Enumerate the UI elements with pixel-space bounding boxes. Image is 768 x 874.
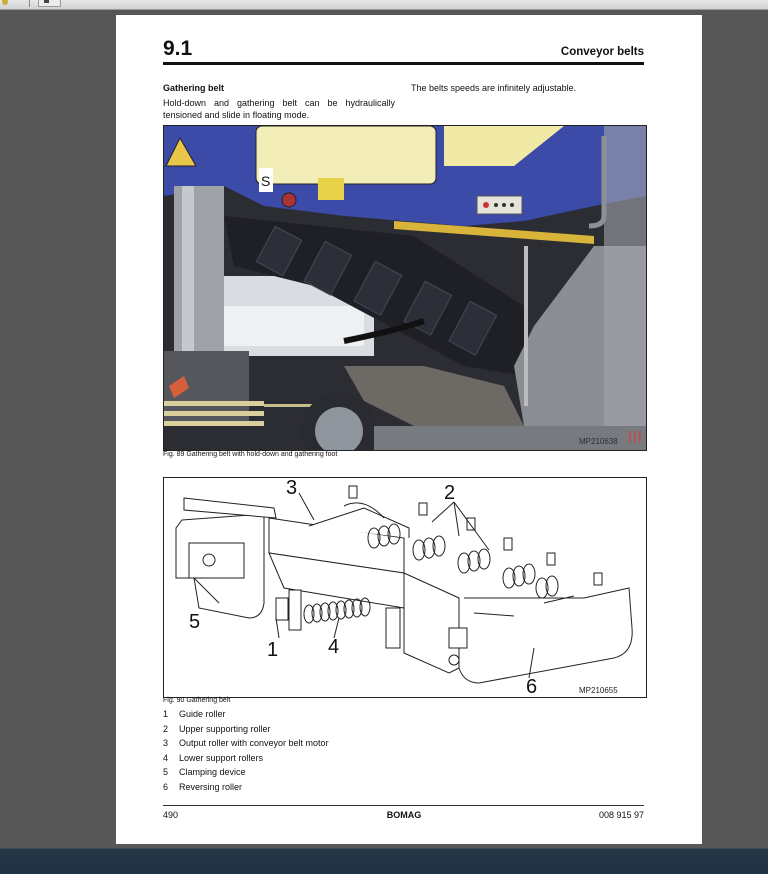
legend-item: 4 Lower support rollers xyxy=(163,752,264,763)
section-number: 9.1 xyxy=(163,37,193,60)
header-rule xyxy=(163,62,644,65)
paragraph-left: Hold-down and gathering belt can be hydraulically tensioned and slide in floating mode. xyxy=(163,98,395,120)
subsection-title: Gathering belt xyxy=(163,83,225,93)
figure-89-caption: Fig. 89 Gathering belt with hold-down and gathering foot xyxy=(163,451,338,458)
callout-3: 3 xyxy=(286,478,298,499)
viewer-toolbar xyxy=(0,0,768,10)
section-title: Conveyor belts xyxy=(560,46,644,58)
parts-legend xyxy=(163,709,329,797)
figure-90-diagram xyxy=(163,477,647,698)
callout-5: 5 xyxy=(189,611,201,633)
callout-1: 1 xyxy=(267,639,279,661)
svg-text:S: S xyxy=(261,173,271,189)
figure-90-code: MP210655 xyxy=(579,686,618,695)
figure-90-caption: Fig. 90 Gathering belt xyxy=(163,697,231,704)
callout-4: 4 xyxy=(328,636,340,658)
page-view-icon[interactable] xyxy=(38,0,61,7)
document-number: 008 915 97 xyxy=(598,810,644,820)
legend-item: 3 Output roller with conveyor belt motor xyxy=(163,738,329,749)
figure-89-photo xyxy=(163,125,647,451)
taskbar xyxy=(0,848,768,874)
paragraph-right: The belts speeds are infinitely adjustable. xyxy=(411,83,577,93)
figure-89-code: MP210638 xyxy=(579,437,618,446)
legend-item: 6 Reversing roller xyxy=(163,781,243,792)
pencil-icon[interactable] xyxy=(2,0,8,5)
legend-item: 5 Clamping device xyxy=(163,767,246,778)
toolbar-separator xyxy=(29,0,30,7)
legend-item: 1 Guide roller xyxy=(163,709,226,719)
page-number: 490 xyxy=(163,810,179,820)
footer-brand: BOMAG xyxy=(386,810,422,820)
callout-6: 6 xyxy=(526,676,538,697)
footer-rule xyxy=(163,805,644,806)
document-page xyxy=(116,15,702,844)
callout-2: 2 xyxy=(444,482,456,504)
legend-item: 2 Upper supporting roller xyxy=(163,723,271,734)
